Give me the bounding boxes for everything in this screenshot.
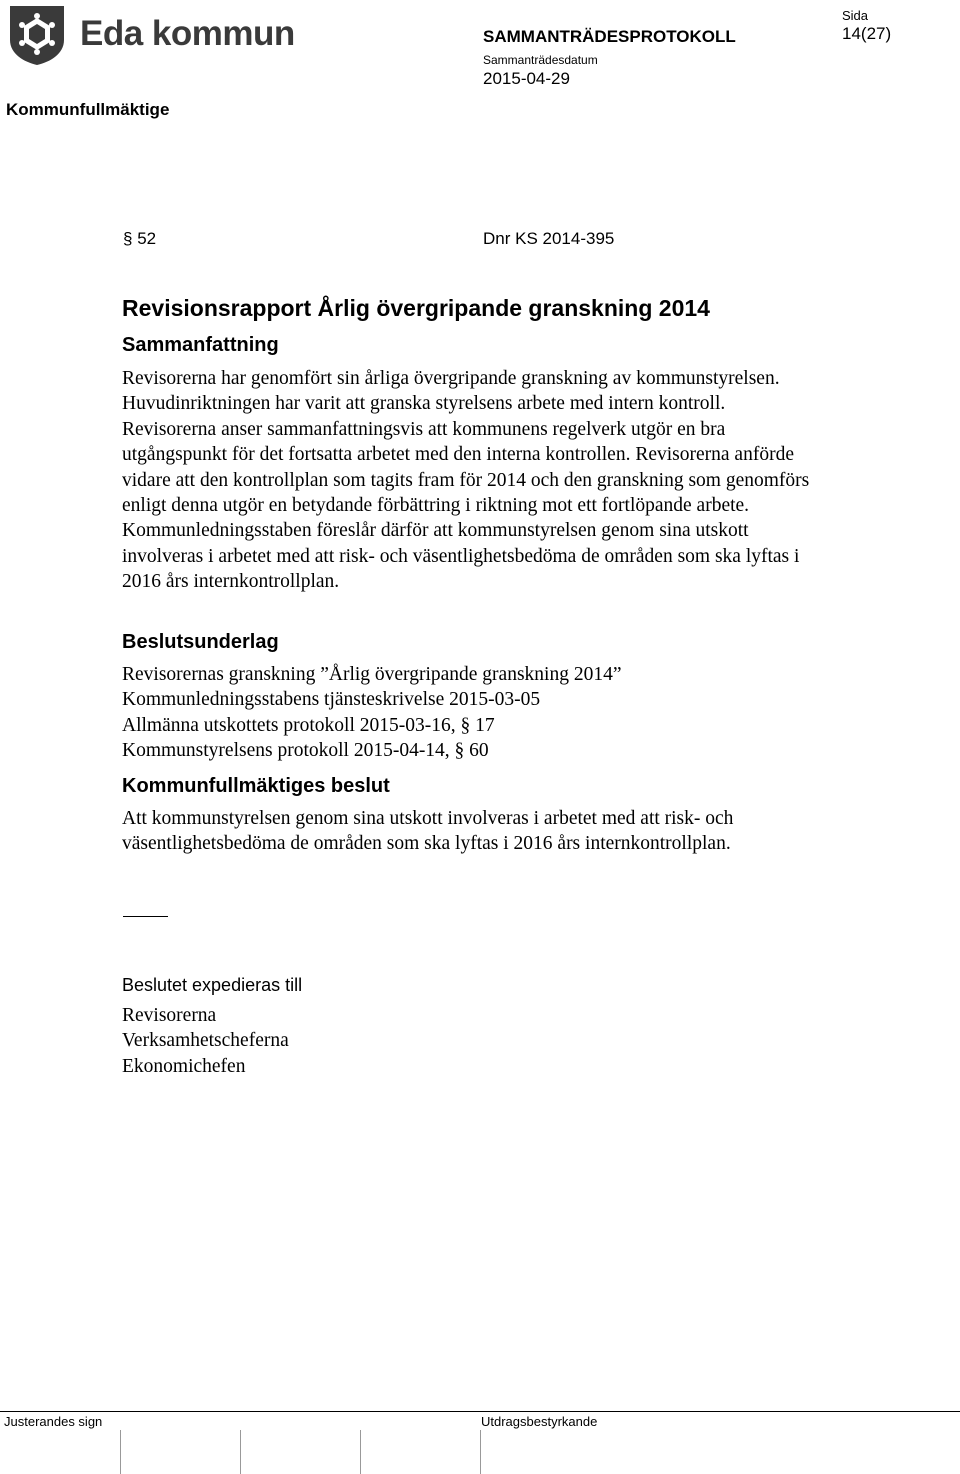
basis-item: Allmänna utskottets protokoll 2015-03-16, § 17 [122, 714, 495, 736]
case-number: Dnr KS 2014-395 [483, 229, 615, 248]
meeting-date-label: Sammanträdesdatum [483, 53, 598, 67]
recipient-list [122, 1003, 289, 1079]
certification-label: Utdragsbestyrkande [481, 1414, 598, 1429]
basis-item: Kommunledningsstabens tjänsteskrivelse 2015-03-05 [122, 689, 541, 711]
signature-box-divider [480, 1430, 481, 1474]
signature-label: Justerandes sign [4, 1414, 103, 1429]
paragraph-number-value: 52 [137, 229, 157, 248]
recipient: Verksamhetscheferna [122, 1030, 289, 1052]
signature-box-divider [240, 1430, 241, 1474]
basis-item: Kommunstyrelsens protokoll 2015-04-14, § 60 [122, 740, 489, 762]
meeting-date: 2015-04-29 [483, 69, 570, 88]
basis-heading: Beslutsunderlag [122, 631, 279, 653]
recipient: Ekonomichefen [122, 1055, 246, 1077]
basis-item: Revisorernas granskning ”Årlig övergripande granskning 2014” [122, 664, 622, 685]
recipient: Revisorerna [122, 1005, 217, 1026]
decision-heading: Kommunfullmäktiges beslut [122, 775, 390, 797]
signature-box-divider [120, 1430, 121, 1474]
basis-list [122, 662, 621, 764]
footer-divider [0, 1411, 960, 1412]
divider [123, 916, 168, 917]
document-type: SAMMANTRÄDESPROTOKOLL [483, 27, 736, 46]
section-sign-icon: § [123, 229, 133, 248]
summary-heading: Sammanfattning [122, 334, 279, 356]
logo-text: Eda kommun [80, 14, 295, 53]
page-number: 14(27) [842, 24, 892, 43]
signature-box-divider [360, 1430, 361, 1474]
item-title: Revisionsrapport Årlig övergripande granskning 2014 [122, 295, 710, 321]
organ-name: Kommunfullmäktige [6, 100, 170, 119]
paragraph-number [123, 229, 156, 249]
expedition-heading: Beslutet expedieras till [122, 975, 303, 995]
coat-of-arms-icon [6, 4, 68, 66]
summary-text: Revisorerna har genomfört sin årliga övergripande granskning av kommunstyrelsen. Huvudinriktningen har varit att granska styrelsens arbete med intern kontroll. Revisorerna anser sammanfattningsvis att kommunens regelverk utgör en bra utgångspunkt för det fortsatta arbetet med den interna kontrollen. Revisorerna anförde vidare att den kontrollplan som tagits fram för 2014 och den granskning som genomförs enligt denna utgör en betydande förbättring i riktning mot ett fortlöpande arbete. Kommunledningsstaben föreslår därför att kommunstyrelsen genom sina utskott involveras i arbetet med att risk- och väsentlighetsbedöma de områden som ska lyftas i 2016 års internkontrollplan. [122, 368, 810, 593]
page-label: Sida [842, 8, 869, 23]
decision-text: Att kommunstyrelsen genom sina utskott involveras i arbetet med att risk- och väsentlighetsbedöma de områden som ska lyftas i 2016 års internkontrollplan. [122, 808, 734, 855]
